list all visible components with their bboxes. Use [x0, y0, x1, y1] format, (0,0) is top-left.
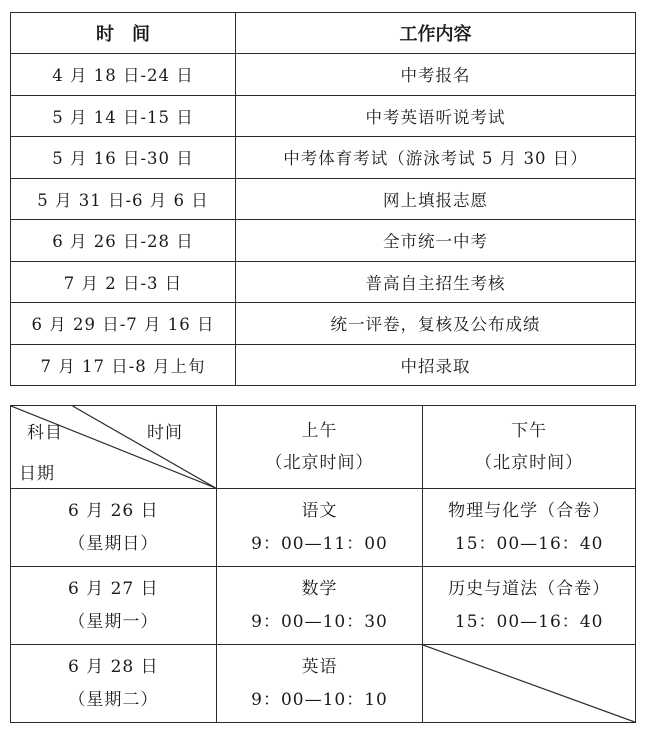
schedule-time-cell: 6 月 29 日-7 月 16 日 [11, 303, 236, 345]
schedule-row [11, 303, 636, 345]
morning-header [216, 406, 423, 489]
timetable-day-row [11, 489, 636, 567]
morning-time: 9：00—10：30 [251, 611, 388, 632]
schedule-time-cell: 5 月 31 日-6 月 6 日 [11, 178, 236, 220]
weekday-text: （星期二） [68, 689, 159, 710]
afternoon-label: 下午 [511, 420, 548, 441]
schedule-time-cell: 7 月 2 日-3 日 [11, 261, 236, 303]
date-cell [11, 567, 217, 645]
schedule-content-cell: 网上填报志愿 [236, 178, 636, 220]
schedule-content-cell: 中考体育考试（游泳考试 5 月 30 日） [236, 137, 636, 179]
schedule-header-content: 工作内容 [236, 13, 636, 54]
schedule-row [11, 137, 636, 179]
schedule-row [11, 54, 636, 96]
schedule-row [11, 220, 636, 262]
timetable-day-row [11, 567, 636, 645]
schedule-time-cell: 6 月 26 日-28 日 [11, 220, 236, 262]
morning-sub: （北京时间） [265, 453, 374, 473]
schedule-time-cell: 5 月 14 日-15 日 [11, 95, 236, 137]
schedule-time-cell: 7 月 17 日-8 月上旬 [11, 344, 236, 386]
morning-subject: 数学 [301, 579, 338, 600]
empty-diagonal-line [423, 645, 635, 722]
afternoon-empty-cell [423, 645, 636, 723]
schedule-content-cell: 中招录取 [236, 344, 636, 386]
morning-time: 9：00—11：00 [251, 533, 388, 554]
afternoon-exam-cell [423, 489, 636, 567]
timetable-day-row [11, 645, 636, 723]
morning-subject: 英语 [301, 657, 338, 678]
afternoon-time: 15：00—16：40 [454, 533, 604, 554]
morning-exam-cell [216, 567, 423, 645]
afternoon-subject: 历史与道法（合卷） [448, 579, 611, 600]
schedule-row [11, 261, 636, 303]
schedule-content-cell: 中考英语听说考试 [236, 95, 636, 137]
weekday-text: （星期日） [68, 533, 159, 554]
schedule-content-cell: 中考报名 [236, 54, 636, 96]
schedule-time-cell: 4 月 18 日-24 日 [11, 54, 236, 96]
morning-exam-cell [216, 645, 423, 723]
corner-date-label: 日期 [19, 464, 55, 484]
date-text: 6 月 26 日 [67, 501, 159, 522]
weekday-text: （星期一） [68, 611, 159, 632]
schedule-row [11, 344, 636, 386]
date-text: 6 月 27 日 [67, 579, 159, 600]
schedule-content-cell: 统一评卷，复核及公布成绩 [236, 303, 636, 345]
morning-exam-cell [216, 489, 423, 567]
afternoon-time: 15：00—16：40 [454, 611, 604, 632]
schedule-table [10, 12, 636, 386]
schedule-header-row [11, 13, 636, 54]
date-cell [11, 645, 217, 723]
morning-time: 9：00—10：10 [251, 689, 388, 710]
date-cell [11, 489, 217, 567]
timetable-header-row [11, 406, 636, 489]
morning-label: 上午 [301, 420, 338, 441]
schedule-row [11, 95, 636, 137]
exam-timetable [10, 405, 636, 723]
date-text: 6 月 28 日 [67, 657, 159, 678]
schedule-header-time: 时 间 [11, 13, 236, 54]
schedule-content-cell: 普高自主招生考核 [236, 261, 636, 303]
timetable-corner-cell [11, 406, 217, 489]
afternoon-sub: （北京时间） [475, 453, 584, 473]
schedule-content-cell: 全市统一中考 [236, 220, 636, 262]
afternoon-header [423, 406, 636, 489]
schedule-row [11, 178, 636, 220]
corner-time-label: 时间 [147, 423, 183, 443]
afternoon-exam-cell [423, 567, 636, 645]
afternoon-subject: 物理与化学（合卷） [448, 501, 611, 522]
corner-subject-label: 科目 [27, 423, 63, 443]
morning-subject: 语文 [301, 501, 338, 522]
schedule-time-cell: 5 月 16 日-30 日 [11, 137, 236, 179]
